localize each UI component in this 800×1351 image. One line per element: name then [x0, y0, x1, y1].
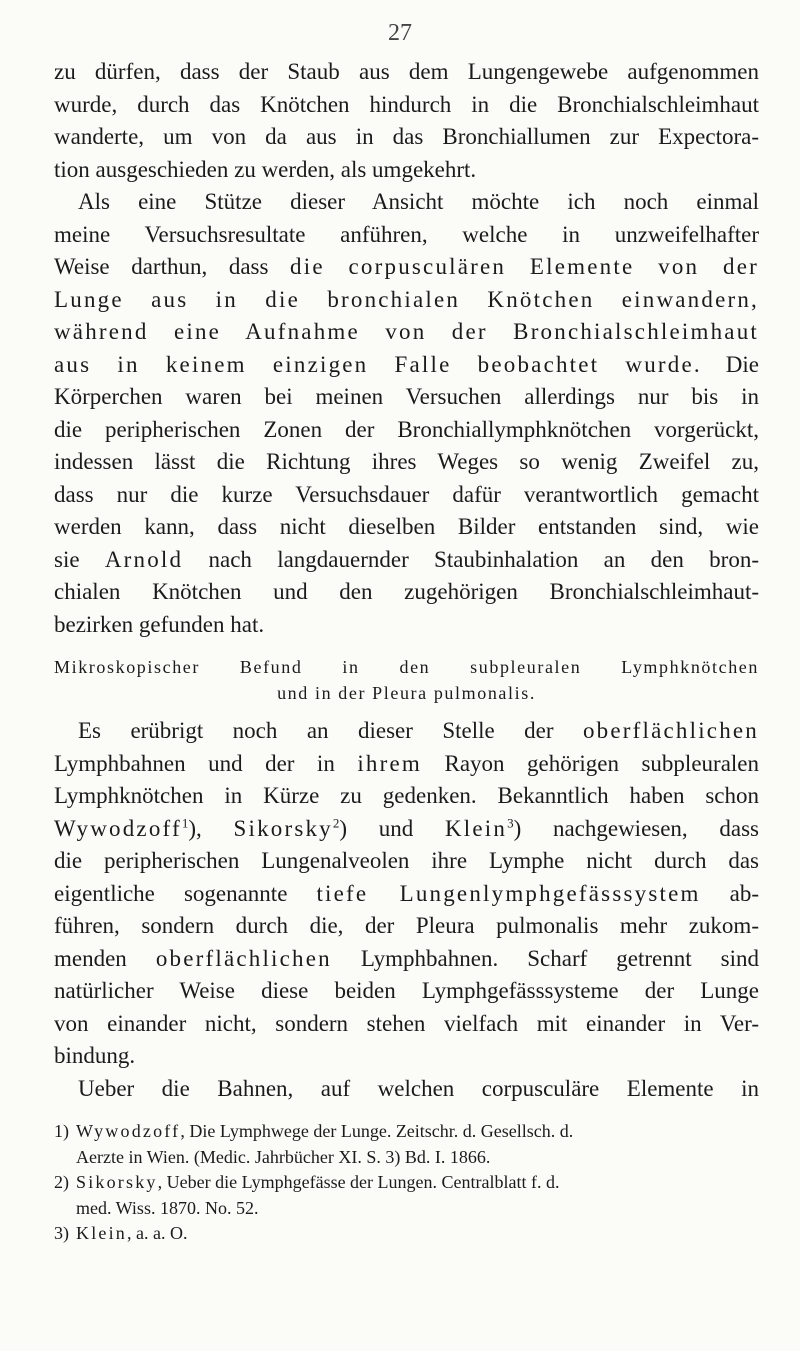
- text-line: die peripherischen Zonen der Bronchiallymphknötchen vorgerückt,: [54, 416, 759, 442]
- footnote-mark: 1): [54, 1121, 69, 1141]
- footnotes: [54, 1119, 759, 1247]
- text-line: dass nur die kurze Versuchsdauer dafür verantwortlich gemacht: [54, 481, 759, 507]
- emphasis-spaced: aus in keinem einzigen Falle beobachtet wurde.: [54, 351, 702, 377]
- footnote-ref: 2: [332, 814, 340, 830]
- author-name: Arnold: [104, 546, 184, 572]
- footnote-2: 2) Sikorsky, Ueber die Lymphgefässe der Lungen. Centralblatt f. d.: [54, 1170, 759, 1196]
- page-number: 27: [388, 20, 412, 46]
- text-line: Lymphknötchen in Kürze zu gedenken. Bekanntlich haben schon: [54, 783, 759, 808]
- heading-line: und in der Pleura pulmonalis.: [277, 683, 536, 703]
- text-line: aus in keinem einzigen Falle beobachtet wurde. Die: [54, 351, 759, 377]
- footnote-1: 1) Wywodzoff, Die Lymphwege der Lunge. Zeitschr. d. Gesellsch. d.: [54, 1119, 759, 1145]
- text-line: tion ausgeschieden zu werden, als umgekehrt.: [54, 156, 477, 182]
- emphasis-spaced: oberflächlichen: [155, 945, 332, 971]
- text-line: bezirken gefunden hat.: [54, 611, 265, 637]
- footnote-author: Wywodzoff: [76, 1121, 181, 1141]
- text-line: von einander nicht, sondern stehen vielfach mit einander in Ver-: [54, 1010, 759, 1036]
- emphasis-spaced: die corpusculären Elemente von der: [290, 254, 760, 279]
- text-line: Als eine Stütze dieser Ansicht möchte ich noch einmal: [78, 189, 759, 214]
- text-line: führen, sondern durch die, der Pleura pulmonalis mehr zukom-: [54, 913, 759, 938]
- paragraph-3: [54, 715, 759, 1073]
- footnote-3: 3) Klein, a. a. O.: [54, 1221, 759, 1247]
- text-line: Weise darthun, dass die corpusculären Elemente von der: [54, 254, 760, 279]
- paragraph-2: [54, 186, 759, 641]
- footnote-mark: 2): [54, 1172, 69, 1192]
- text-line: meine Versuchsresultate anführen, welche in unzweifelhafter: [54, 221, 759, 247]
- text-line: bindung.: [54, 1043, 136, 1068]
- author-name: Sikorsky: [233, 815, 333, 841]
- text-line-emphasis: während eine Aufnahme von der Bronchialschleimhaut: [54, 319, 759, 344]
- author-name: Klein: [444, 815, 508, 841]
- emphasis-spaced: ihrem: [357, 750, 422, 776]
- text-line: wanderte, um von da aus in das Bronchiallumen zur Expectora-: [54, 124, 759, 149]
- text-line: wurde, durch das Knötchen hindurch in die Bronchialschleimhaut: [54, 91, 759, 117]
- footnote-author: Klein: [76, 1223, 127, 1243]
- text-line: menden oberflächlichen Lymphbahnen. Scharf getrennt sind: [54, 945, 759, 971]
- text-line: Körperchen waren bei meinen Versuchen allerdings nur bis in: [54, 384, 759, 409]
- text-line: Es erübrigt noch an dieser Stelle der oberflächlichen: [78, 718, 759, 743]
- emphasis-spaced: tiefe Lungenlymphgefässsystem: [316, 880, 701, 906]
- section-heading: [54, 654, 759, 706]
- heading-line: Mikroskopischer Befund in den subpleuralen Lymphknötchen: [54, 657, 759, 677]
- text-line: werden kann, dass nicht dieselben Bilder entstanden sind, wie: [54, 514, 759, 539]
- footnote-mark: 3): [54, 1223, 69, 1243]
- body-text: [54, 56, 759, 1247]
- text-line: Lymphbahnen und der in ihrem Rayon gehörigen subpleuralen: [54, 750, 759, 776]
- text-line: Ueber die Bahnen, auf welchen corpusculäre Elemente in: [78, 1075, 759, 1101]
- footnote-ref: 1: [181, 814, 189, 830]
- text-line: zu dürfen, dass der Staub aus dem Lungengewebe aufgenommen: [54, 59, 759, 84]
- emphasis-spaced: oberflächlichen: [582, 718, 759, 743]
- text-line-emphasis: Lunge aus in die bronchialen Knötchen einwandern,: [54, 286, 759, 312]
- text-line: natürlicher Weise diese beiden Lymphgefässsysteme der Lunge: [54, 978, 759, 1003]
- text-line: die peripherischen Lungenalveolen ihre Lymphe nicht durch das: [54, 848, 759, 873]
- footnote-1-cont: Aerzte in Wien. (Medic. Jahrbücher XI. S. 3) Bd. I. 1866.: [76, 1146, 491, 1167]
- text-line: Wywodzoff$^1$), Sikorsky$^2$) und Klein$^3$) nachgewiesen, dass: [54, 814, 759, 841]
- text-line: indessen lässt die Richtung ihres Weges so wenig Zweifel zu,: [54, 449, 759, 474]
- footnote-ref: 3: [507, 814, 514, 830]
- footnote-author: Sikorsky: [76, 1172, 158, 1192]
- text-line: sie Arnold nach langdauernder Staubinhalation an den bron-: [54, 546, 759, 572]
- paragraph-1: [54, 56, 759, 186]
- paragraph-4: [54, 1073, 759, 1106]
- text-line: eigentliche sogenannte tiefe Lungenlymphgefässsystem ab-: [54, 880, 759, 906]
- footnote-2-cont: med. Wiss. 1870. No. 52.: [76, 1197, 259, 1218]
- text-line: chialen Knötchen und den zugehörigen Bronchialschleimhaut-: [54, 579, 759, 604]
- author-name: Wywodzoff: [54, 815, 182, 841]
